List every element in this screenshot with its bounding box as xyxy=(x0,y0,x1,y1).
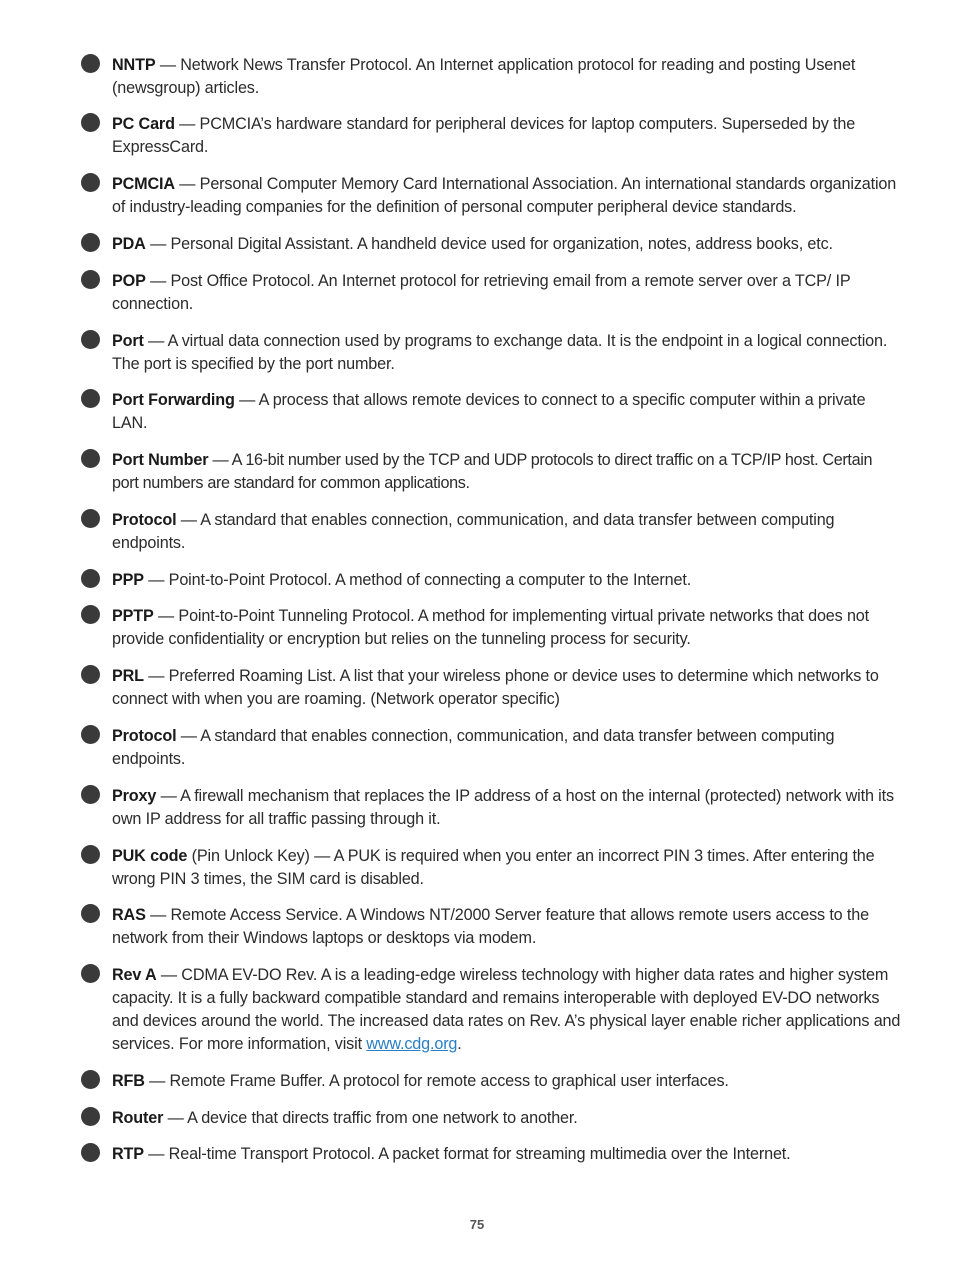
bullet-icon xyxy=(81,389,100,408)
glossary-term: PUK code xyxy=(112,847,188,865)
glossary-entry-protocol xyxy=(80,509,902,555)
glossary-entry-prl xyxy=(80,665,902,711)
glossary-term: PRL xyxy=(112,667,144,685)
glossary-entry-pop xyxy=(80,270,902,316)
bullet-icon xyxy=(81,1070,100,1089)
glossary-definition: — A 16-bit number used by the TCP and UDP protocols to direct traffic on a TCP/IP host. Certain port numbers are standard for common applications. xyxy=(112,451,873,492)
glossary-entry-router xyxy=(80,1107,902,1130)
bullet-icon xyxy=(81,665,100,684)
glossary-entry-rtp xyxy=(80,1143,902,1166)
glossary-definition: — A device that directs traffic from one network to another. xyxy=(163,1109,578,1127)
bullet-icon xyxy=(81,605,100,624)
bullet-icon xyxy=(81,1107,100,1126)
bullet-icon xyxy=(81,964,100,983)
glossary-term: RAS xyxy=(112,906,146,924)
glossary-definition: — A virtual data connection used by programs to exchange data. It is the endpoint in a logical connection. The port is specified by the port number. xyxy=(112,332,888,373)
glossary-term: Protocol xyxy=(112,511,177,529)
glossary-definition: — Point-to-Point Protocol. A method of connecting a computer to the Internet. xyxy=(143,571,692,589)
glossary-term: PPP xyxy=(112,571,144,589)
glossary-term: PPTP xyxy=(112,607,154,625)
glossary-entry-port xyxy=(80,330,902,376)
glossary-term: Router xyxy=(112,1109,164,1127)
glossary-term: Port Forwarding xyxy=(112,391,235,409)
bullet-icon xyxy=(81,904,100,923)
glossary-term: Rev A xyxy=(112,966,157,984)
glossary-term: PCMCIA xyxy=(112,175,175,193)
glossary-entry-protocol xyxy=(80,725,902,771)
bullet-icon xyxy=(81,173,100,192)
glossary-entry-pc-card xyxy=(80,113,902,159)
glossary-entry-nntp xyxy=(80,54,902,100)
glossary-definition: — Remote Frame Buffer. A protocol for remote access to graphical user interfaces. xyxy=(144,1072,729,1090)
glossary-term: Port xyxy=(112,332,144,350)
glossary-entry-puk-code xyxy=(80,845,902,891)
glossary-term: RTP xyxy=(112,1145,144,1163)
glossary-definition: — A process that allows remote devices to connect to a specific computer within a private LAN. xyxy=(112,391,866,432)
glossary-term: PDA xyxy=(112,235,146,253)
bullet-icon xyxy=(81,54,100,73)
glossary-entry-proxy xyxy=(80,785,902,831)
glossary-term: Protocol xyxy=(112,727,177,745)
bullet-icon xyxy=(81,569,100,588)
glossary-definition: — Real-time Transport Protocol. A packet format for streaming multimedia over the Internet. xyxy=(143,1145,791,1163)
glossary-entry-pda xyxy=(80,233,902,256)
bullet-icon xyxy=(81,330,100,349)
glossary-term: RFB xyxy=(112,1072,145,1090)
glossary-term: POP xyxy=(112,272,146,290)
glossary-definition: — A standard that enables connection, communication, and data transfer between computing endpoints. xyxy=(112,727,835,768)
bullet-icon xyxy=(81,509,100,528)
glossary-definition-end: . xyxy=(457,1035,462,1053)
glossary-definition: — Network News Transfer Protocol. An Internet application protocol for reading and posting Usenet (newsgroup) articles. xyxy=(112,56,856,97)
bullet-icon xyxy=(81,1143,100,1162)
glossary-definition: — A firewall mechanism that replaces the IP address of a host on the internal (protected) network with its own IP address for all traffic passing through it. xyxy=(112,787,894,828)
glossary-entry-rev-a xyxy=(80,964,902,1056)
glossary-entry-port-number xyxy=(80,449,902,495)
glossary-definition: — Remote Access Service. A Windows NT/2000 Server feature that allows remote users access to the network from their Windows laptops or desktops via modem. xyxy=(112,906,869,947)
glossary-definition: — Point-to-Point Tunneling Protocol. A method for implementing virtual private networks that does not provide confidentiality or encryption but relies on the tunneling process for security. xyxy=(112,607,870,648)
glossary-definition: — Personal Computer Memory Card International Association. An international standards organization of industry-leading companies for the definition of personal computer peripheral device standards. xyxy=(112,175,897,216)
glossary-entry-ras xyxy=(80,904,902,950)
bullet-icon xyxy=(81,845,100,864)
glossary-entry-pcmcia xyxy=(80,173,902,219)
glossary-definition: — CDMA EV-DO Rev. A is a leading-edge wireless technology with higher data rates and higher system capacity. It is a fully backward compatible standard and remains interoperable with deployed EV-DO networks and devices around the world. The increased data rates on Rev. A’s physical layer enable richer applications and services. For more information, visit xyxy=(112,966,901,1053)
glossary-definition: — Preferred Roaming List. A list that your wireless phone or device uses to determine which networks to connect with when you are roaming. (Network operator specific) xyxy=(112,667,879,708)
bullet-icon xyxy=(81,270,100,289)
page-number: 75 xyxy=(469,1217,485,1232)
bullet-icon xyxy=(81,233,100,252)
bullet-icon xyxy=(81,725,100,744)
glossary-term: Port Number xyxy=(112,451,209,469)
glossary-entry-pptp xyxy=(80,605,902,651)
glossary-definition: (Pin Unlock Key) — A PUK is required when you enter an incorrect PIN 3 times. After entering the wrong PIN 3 times, the SIM card is disabled. xyxy=(112,847,875,888)
glossary-term: NNTP xyxy=(112,56,156,74)
glossary-definition: — Personal Digital Assistant. A handheld device used for organization, notes, address books, etc. xyxy=(145,235,833,253)
glossary-definition: — Post Office Protocol. An Internet protocol for retrieving email from a remote server over a TCP/ IP connection. xyxy=(112,272,851,313)
bullet-icon xyxy=(81,785,100,804)
glossary-entry-port-forwarding xyxy=(80,389,902,435)
glossary-term: PC Card xyxy=(112,115,175,133)
bullet-icon xyxy=(81,113,100,132)
glossary-term: Proxy xyxy=(112,787,157,805)
glossary-entry-rfb xyxy=(80,1070,902,1093)
glossary-definition: — A standard that enables connection, communication, and data transfer between computing endpoints. xyxy=(112,511,835,552)
glossary-definition: — PCMCIA’s hardware standard for peripheral devices for laptop computers. Superseded by the ExpressCard. xyxy=(112,115,856,156)
cdg-link[interactable]: www.cdg.org xyxy=(366,1035,458,1053)
glossary-entry-ppp xyxy=(80,569,902,592)
glossary-list xyxy=(80,54,902,1166)
bullet-icon xyxy=(81,449,100,468)
